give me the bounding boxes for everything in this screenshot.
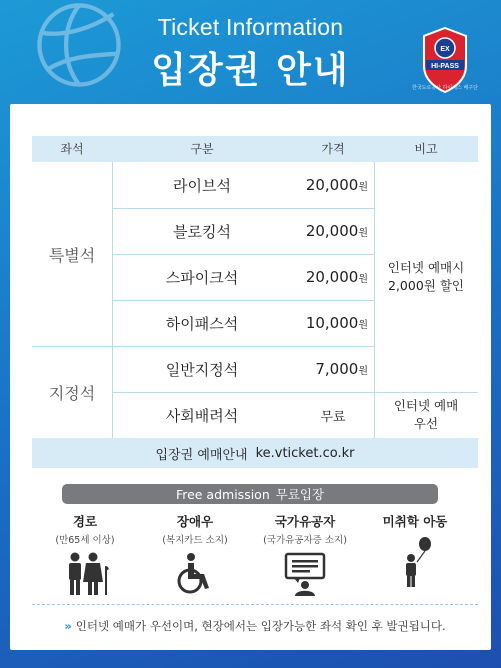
free-group-elderly: 경로 (만65세 이상) — [30, 512, 140, 596]
dashed-divider — [32, 604, 478, 605]
table-row-item: 일반지정석 — [165, 360, 239, 379]
table-row-item: 라이브석 — [173, 176, 231, 195]
row-divider — [32, 346, 374, 347]
free-admission-bar — [62, 484, 438, 504]
free-group-disabled: 장애우 (복지카드 소지) — [140, 512, 250, 596]
table-row-item: 하이패스석 — [165, 314, 239, 333]
seat-special: 특별석 — [48, 245, 96, 265]
free-admission-en: Free admission — [175, 486, 270, 502]
logo-small-text: EX — [440, 46, 450, 53]
table-row-item: 블로킹석 — [173, 222, 231, 241]
table-row-item: 스파이크석 — [165, 268, 239, 287]
table-row-price: 10,000 원 — [305, 314, 368, 332]
logo-text: HI-PASS — [431, 63, 459, 70]
table-row-price: 20,000 원 — [305, 268, 368, 286]
free-admission-ko: 무료입장 — [275, 487, 325, 502]
header-category: 구분 — [190, 142, 214, 156]
veteran-icon — [280, 552, 330, 596]
logo-caption: 한국도로공사 하이패스 배구단 — [412, 85, 478, 91]
seat-reserved: 지정석 — [48, 383, 96, 403]
row-divider — [112, 392, 478, 393]
double-chevron-icon: » — [64, 619, 72, 633]
col-divider — [112, 162, 113, 438]
note-discount: 인터넷 예매시 2,000원 할인 — [387, 260, 465, 293]
booking-label: 입장권 예매안내 — [155, 447, 248, 463]
footnote — [32, 618, 478, 634]
elderly-icon — [55, 552, 115, 596]
title-english: Ticket Information — [157, 14, 344, 40]
table-row-price: 20,000 원 — [305, 176, 368, 194]
booking-info-bar — [32, 438, 478, 468]
row-divider — [112, 208, 374, 209]
free-group-child: 미취학 아동 — [360, 512, 470, 588]
wheelchair-icon — [173, 552, 217, 596]
table-header-row — [32, 136, 478, 162]
header-note: 비고 — [414, 142, 438, 156]
table-row-price: 7,000 원 — [315, 360, 368, 378]
row-divider — [112, 254, 374, 255]
header-price: 가격 — [321, 142, 345, 156]
free-group-veteran: 국가유공자 (국가유공자증 소지) — [250, 512, 360, 596]
child-balloon-icon — [393, 536, 437, 588]
row-divider — [112, 300, 374, 301]
table-row-price: 20,000 원 — [305, 222, 368, 240]
col-divider — [374, 162, 375, 438]
footnote-text: 인터넷 예매가 우선이며, 현장에서는 입장가능한 좌석 확인 후 발권됩니다. — [75, 619, 446, 633]
table-row-price: 무료 — [320, 409, 346, 425]
page-header — [0, 0, 501, 98]
header-seat: 좌석 — [60, 142, 84, 156]
table-row-item: 사회배려석 — [165, 406, 239, 425]
note-priority: 인터넷 예매 우선 — [393, 398, 459, 431]
ticket-info-card — [10, 104, 491, 650]
booking-url[interactable]: ke.vticket.co.kr — [255, 445, 355, 461]
title-korean: 입장권 안내 — [151, 50, 350, 91]
